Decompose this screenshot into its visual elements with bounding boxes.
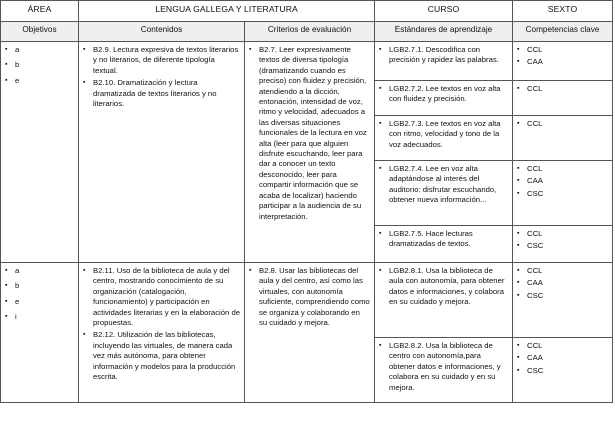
competencias-cell xyxy=(513,338,613,403)
list-item: ▪ LGB2.7.2. Lee textos en voz alta con fluidez y precisión. xyxy=(379,84,508,105)
contenidos-list xyxy=(83,266,240,382)
list-item: ▪ LGB2.7.1. Descodifica con precisión y rapidez las palabras. xyxy=(379,45,508,66)
list-item: ▪ B2.10. Dramatización y lectura dramatizada de textos literarios y no literarios. xyxy=(83,78,240,109)
col-objetivos: Objetivos xyxy=(1,22,79,42)
list-item: ▪ CAA xyxy=(517,278,608,288)
list-item: ▪ b xyxy=(5,281,74,291)
list-item: ▪ CAA xyxy=(517,176,608,186)
competencias-cell xyxy=(513,81,613,116)
list-item: ▪ B2.9. Lectura expresiva de textos literarios y no literarios, de diferente tipología textual. xyxy=(83,45,240,76)
list-item: ▪ CCL xyxy=(517,229,608,239)
objetivos-cell xyxy=(1,42,79,263)
list-item: ▪ b xyxy=(5,60,74,70)
list-item: ▪ a xyxy=(5,266,74,276)
estandar-cell xyxy=(375,116,513,161)
header-row xyxy=(1,1,613,22)
table-row xyxy=(1,42,613,81)
objetivos-list xyxy=(5,45,74,86)
estandar-cell xyxy=(375,81,513,116)
list-item: ▪ CAA xyxy=(517,353,608,363)
criterio-list xyxy=(249,266,370,328)
course-value-header: SEXTO xyxy=(513,1,613,22)
list-item: ▪ a xyxy=(5,45,74,55)
list-item: ▪ e xyxy=(5,297,74,307)
list-item: ▪ CCL xyxy=(517,164,608,174)
estandar-cell xyxy=(375,338,513,403)
column-header-row xyxy=(1,22,613,42)
competencias-cell xyxy=(513,263,613,338)
area-header: ÁREA xyxy=(1,1,79,22)
competencias-cell xyxy=(513,42,613,81)
col-criterios: Criterios de evaluación xyxy=(245,22,375,42)
list-item: ▪ CCL xyxy=(517,45,608,55)
list-item: ▪ CSC xyxy=(517,241,608,251)
list-item: ▪ B2.7. Leer expresivamente textos de diversa tipología (dramatizando cuando es preciso) con fluidez y precisión, atendiendo a la dicción, entonación, intensidad de voz, ritmo y velocidad, adecuados a las diversas situaciones funcionales de la lectura en voz alta (leer para que alguien disfrute escuchando, leer para dar a conocer un texto desconocido, leer para compartir información que se acaba de localizar) haciendo participar a la audiencia de su interpretación. xyxy=(249,45,370,222)
list-item: ▪ LGB2.7.5. Hace lecturas dramatizadas de textos. xyxy=(379,229,508,250)
criterio-list xyxy=(249,45,370,222)
list-item: ▪ LGB2.8.2. Usa la biblioteca de centro con autonomía,para obtener datos e informaciones, y colabora en su cuidado y en su mejora. xyxy=(379,341,508,393)
col-contenidos: Contenidos xyxy=(79,22,245,42)
objetivos-list xyxy=(5,266,74,323)
list-item: ▪ LGB2.7.4. Lee en voz alta adaptándose al interés del auditorio: disfrutar escuchando, obtener nueva información... xyxy=(379,164,508,206)
list-item: ▪ B2.8. Usar las bibliotecas del aula y del centro, así como las virtuales, con autonomía suficiente, comprendiendo como se organiza y colaborando en su cuidado y mejora. xyxy=(249,266,370,328)
estandar-cell xyxy=(375,42,513,81)
list-item: ▪ CAA xyxy=(517,57,608,67)
contenidos-list xyxy=(83,45,240,109)
contenidos-cell xyxy=(79,42,245,263)
competencias-cell xyxy=(513,161,613,226)
col-competencias: Competencias clave xyxy=(513,22,613,42)
list-item: ▪ CCL xyxy=(517,266,608,276)
list-item: ▪ e xyxy=(5,76,74,86)
estandar-cell xyxy=(375,161,513,226)
table-row xyxy=(1,263,613,338)
subject-header: LENGUA GALLEGA Y LITERATURA xyxy=(79,1,375,22)
competencias-cell xyxy=(513,116,613,161)
list-item: ▪ CSC xyxy=(517,366,608,376)
contenidos-cell xyxy=(79,263,245,403)
list-item: ▪ CSC xyxy=(517,291,608,301)
list-item: ▪ LGB2.7.3. Lee textos en voz alta con ritmo, velocidad y tono de la voz adecuados. xyxy=(379,119,508,150)
list-item: ▪ CCL xyxy=(517,84,608,94)
estandar-cell xyxy=(375,226,513,263)
list-item: ▪ B2.11. Uso de la biblioteca de aula y del centro, mostrando conocimiento de su organización (catalogación, funcionamiento) y participación en actividades literarias y en la elaboración de propuestas. xyxy=(83,266,240,328)
course-label-header: CURSO xyxy=(375,1,513,22)
col-estandares: Estándares de aprendizaje xyxy=(375,22,513,42)
list-item: ▪ CCL xyxy=(517,341,608,351)
list-item: ▪ LGB2.8.1. Usa la biblioteca de aula con autonomía, para obtener datos e informaciones, y colabora en su cuidado y mejora. xyxy=(379,266,508,308)
list-item: ▪ i xyxy=(5,312,74,322)
objetivos-cell xyxy=(1,263,79,403)
list-item: ▪ CCL xyxy=(517,119,608,129)
estandar-cell xyxy=(375,263,513,338)
competencias-cell xyxy=(513,226,613,263)
list-item: ▪ B2.12. Utilización de las bibliotecas, incluyendo las virtuales, de manera cada vez más autónoma, para obtener información y modelos para la producción escrita. xyxy=(83,330,240,382)
criterio-cell xyxy=(245,263,375,403)
criterio-cell xyxy=(245,42,375,263)
list-item: ▪ CSC xyxy=(517,189,608,199)
